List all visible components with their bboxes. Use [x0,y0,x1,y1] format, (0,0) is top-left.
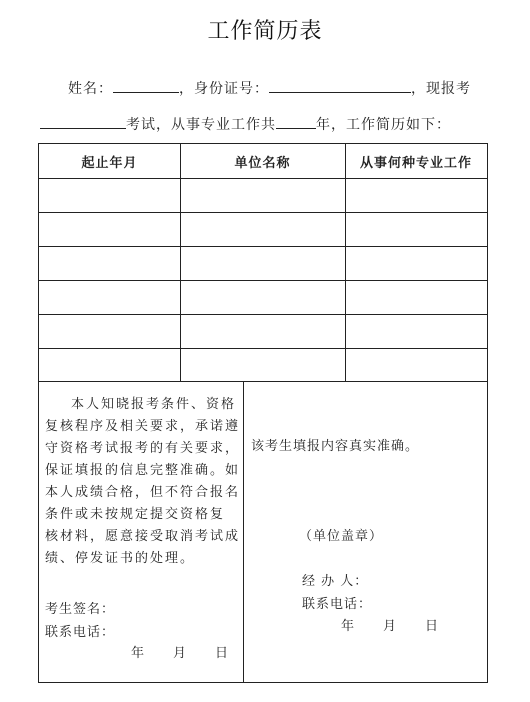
declaration-line: 绩、停发证书的处理。 [45,551,196,566]
id-label: ，身份证号： [179,81,269,97]
declaration-line: 核材料，愿意接受取消考试成 [45,529,241,544]
table-row-4-unit[interactable] [181,281,345,314]
handler-label: 经 办 人： [302,574,369,589]
table-row-5-work[interactable] [346,315,487,348]
candidate-signature-label: 考生签名： [45,602,116,617]
form-title: 工作简历表 [207,19,323,44]
table-row-1-work[interactable] [346,179,487,212]
table-row-6-unit[interactable] [181,349,345,381]
declaration-line: 保证填报的信息完整准确。如 [45,463,241,478]
unit-date-label: 年 月 日 [341,619,440,634]
unit-statement: 该考生填报内容真实准确。 [251,439,420,454]
exam-label: 考试，从事专业工作共 [126,117,276,133]
year-label: 年，工作简历如下： [316,117,451,133]
table-row-3-unit[interactable] [181,247,345,280]
declaration-line: 守资格考试报考的有关要求， [45,441,241,456]
column-header-period: 起止年月 [81,155,138,171]
declaration-line: 本人知晓报考条件、资格 [71,397,237,412]
table-bottom-divider [39,381,487,382]
table-row-2-work[interactable] [346,213,487,246]
table-row-6-work[interactable] [346,349,487,381]
resume-table [38,143,488,683]
candidate-phone-label: 联系电话： [45,625,116,640]
name-blank[interactable] [113,78,179,93]
declaration-text [45,394,241,570]
now-applying-label: ，现报考 [411,81,471,97]
table-row-3-work[interactable] [346,247,487,280]
column-header-work: 从事何种专业工作 [359,155,472,171]
table-row-5-unit[interactable] [181,315,345,348]
table-row-2-unit[interactable] [181,213,345,246]
id-number-blank[interactable] [269,78,411,93]
table-row-2-period[interactable] [39,213,180,246]
header-line-1 [68,78,471,98]
table-row-5-period[interactable] [39,315,180,348]
declaration-line: 条件或未按规定提交资格复 [45,507,226,522]
lower-section-divider [243,382,244,682]
table-row-4-period[interactable] [39,281,180,314]
unit-seal-label: （单位盖章） [299,529,384,544]
table-row-1-period[interactable] [39,179,180,212]
unit-phone-label: 联系电话： [302,597,373,612]
declaration-line: 复核程序及相关要求，承诺遵 [45,419,241,434]
exam-name-blank[interactable] [40,114,126,129]
table-row-1-unit[interactable] [181,179,345,212]
candidate-date-label: 年 月 日 [131,646,230,661]
name-label: 姓名： [68,81,113,97]
header-line-2 [40,114,451,134]
column-header-unit: 单位名称 [234,155,291,171]
declaration-line: 本人成绩合格，但不符合报名 [45,485,241,500]
table-row-4-work[interactable] [346,281,487,314]
table-row-6-period[interactable] [39,349,180,381]
table-row-3-period[interactable] [39,247,180,280]
years-blank[interactable] [276,114,316,129]
